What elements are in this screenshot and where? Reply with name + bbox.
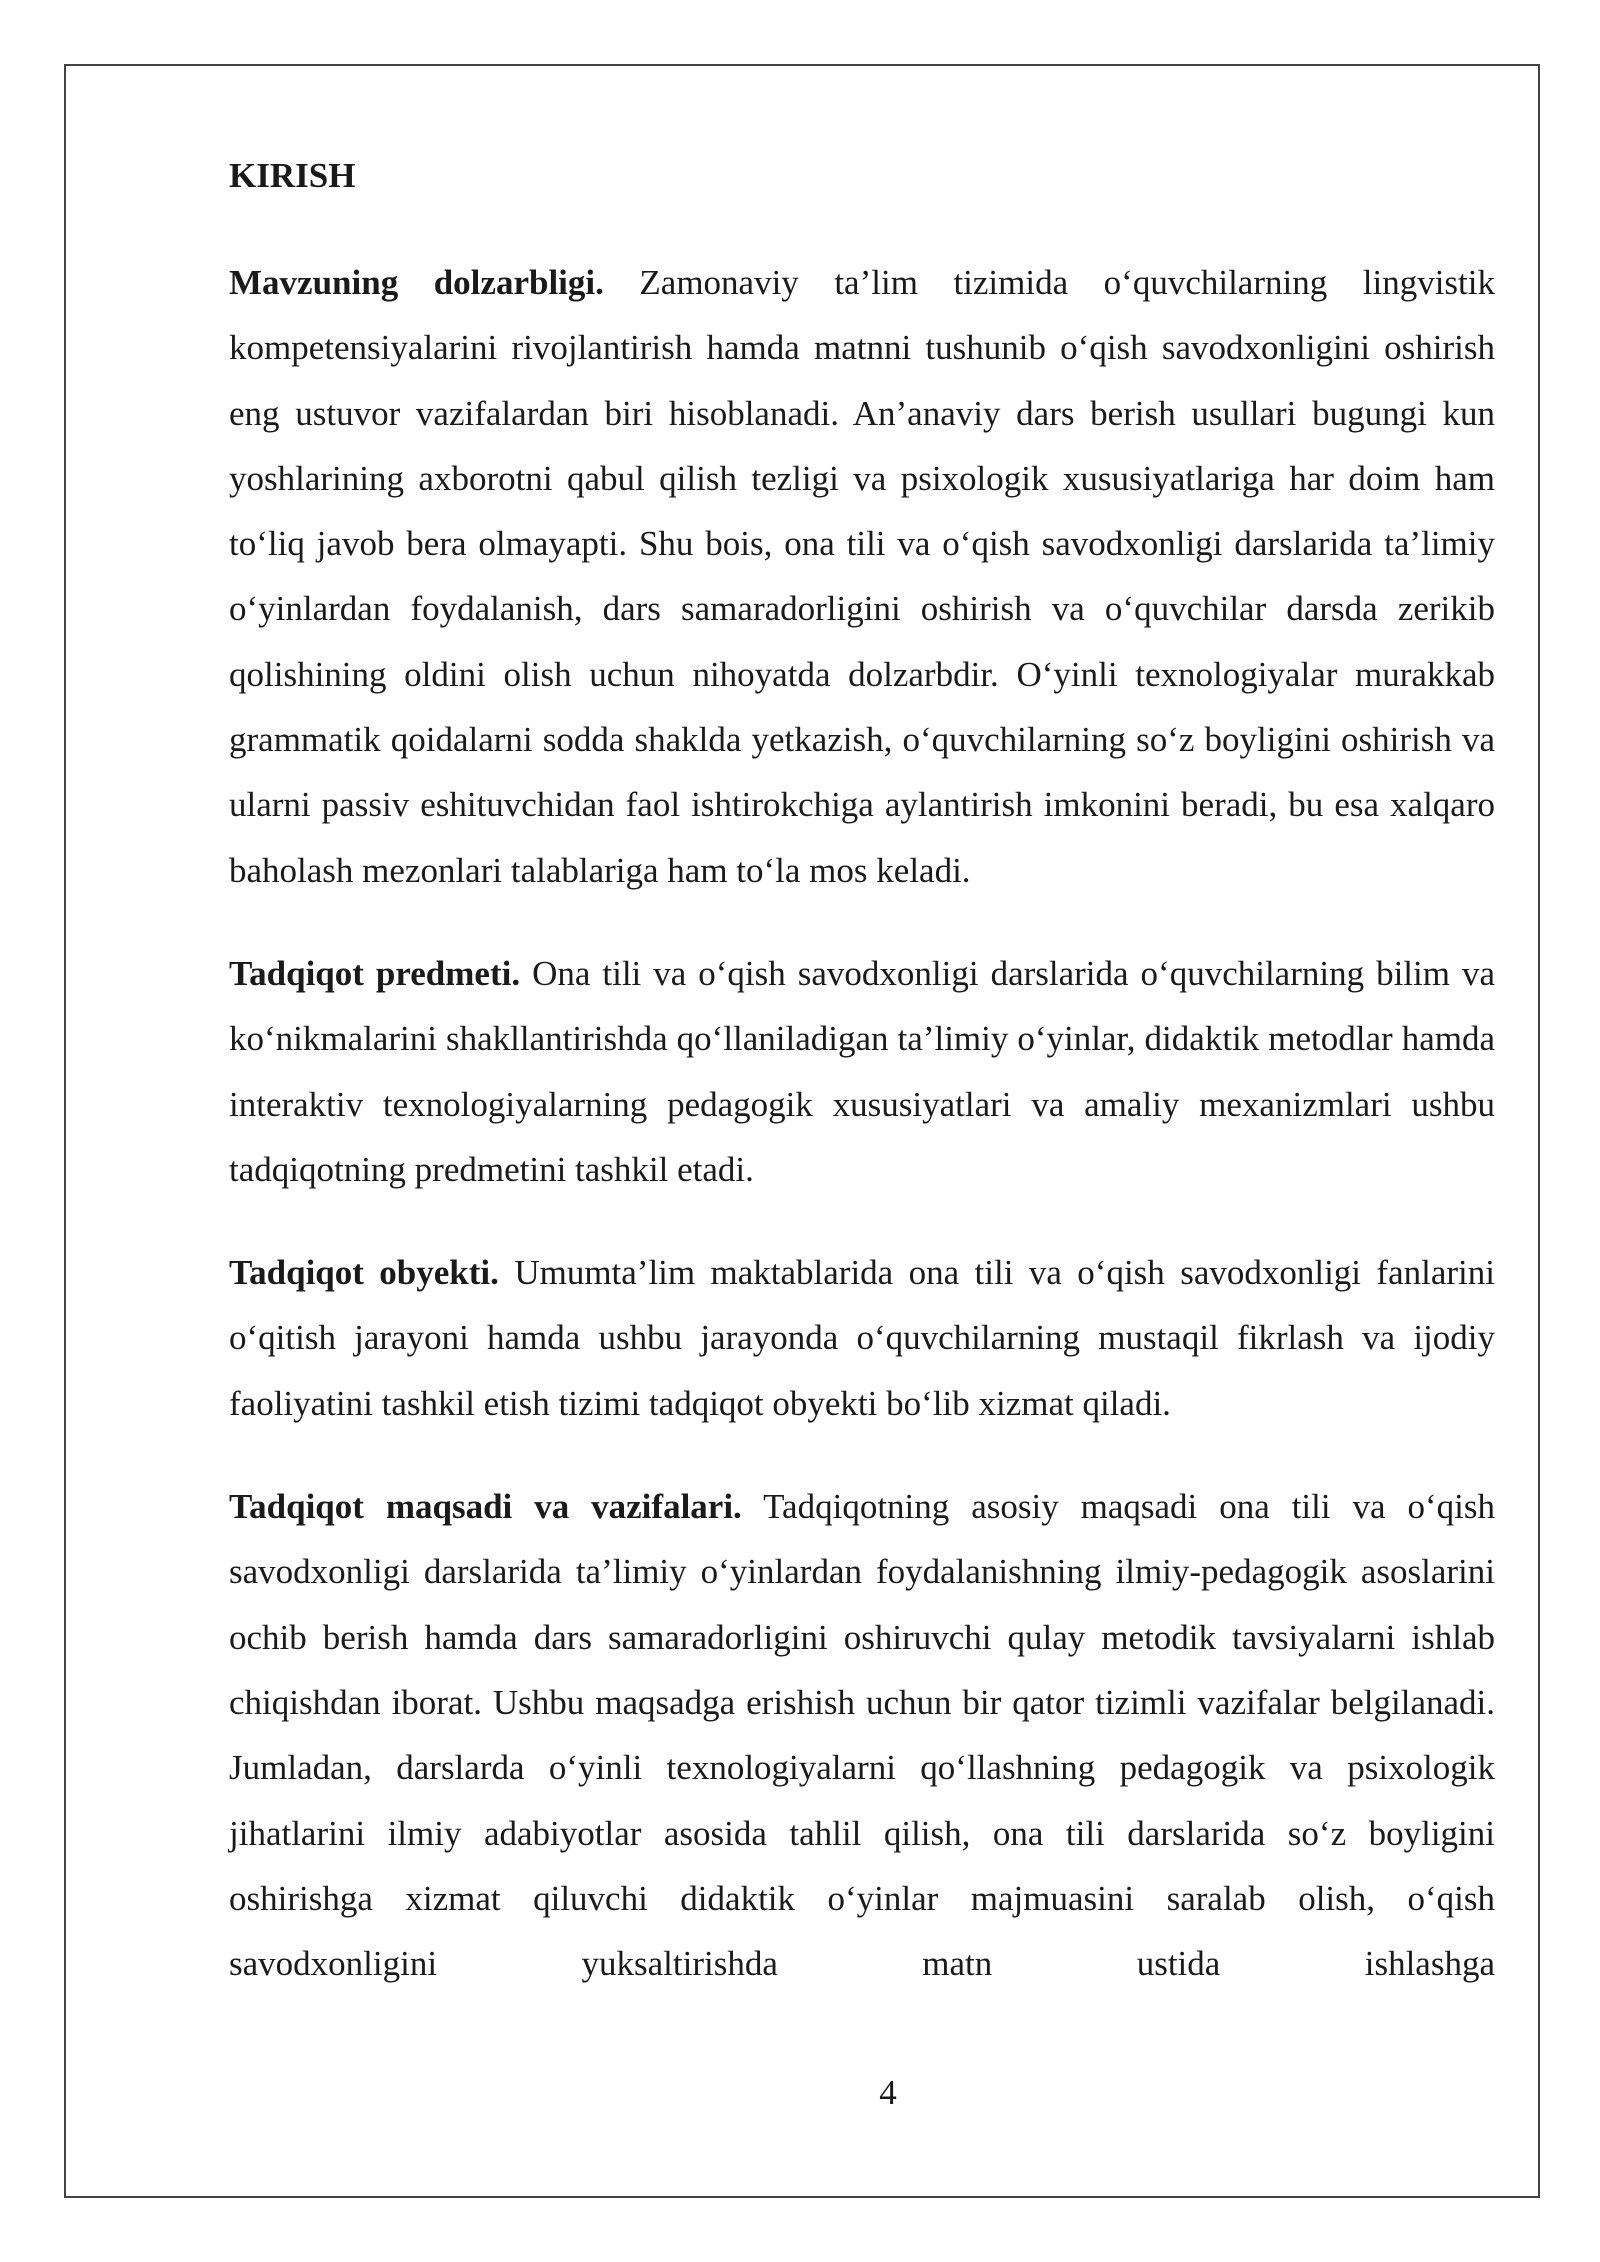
paragraph-goals	[229, 1474, 1495, 1996]
paragraph-lead: Tadqiqot predmeti.	[229, 953, 521, 993]
paragraph-text: Umumta’lim maktablarida ona tili va o‘qish savodxonligi fanlarini o‘qitish jarayoni hamda ushbu jarayonda o‘quvchilarning mustaqil fikrlash va ijodiy faoliyatini tashkil etish tizimi tadqiqot obyekti bo‘lib xizmat qiladi.	[229, 1253, 1495, 1423]
document-body	[229, 150, 1495, 1996]
paragraph-subject	[229, 941, 1495, 1202]
paragraph-text: Ona tili va o‘qish savodxonligi darslarida o‘quvchilarning bilim va ko‘nikmalarini shakllantirishda qo‘llaniladigan ta’limiy o‘yinlar, didaktik metodlar hamda interaktiv texnologiyalarning pedagogik xususiyatlari va amaliy mexanizmlari ushbu tadqiqotning predmetini tashkil etadi.	[229, 953, 1495, 1189]
section-heading: KIRISH	[229, 156, 356, 195]
paragraph-lead: Tadqiqot maqsadi va vazifalari.	[229, 1487, 742, 1527]
paragraph-relevance	[229, 250, 1495, 903]
paragraph-object	[229, 1240, 1495, 1436]
paragraph-text: Tadqiqotning asosiy maqsadi ona tili va o‘qish savodxonligi darslarida ta’limiy o‘yinlardan foydalanishning ilmiy-pedagogik asoslarini ochib berish hamda dars samaradorligini oshiruvchi qulay metodik tavsiyalarni ishlab chiqishdan iborat. Ushbu maqsadga erishish uchun bir qator tizimli vazifalar belgilanadi. Jumladan, darslarda o‘yinli texnologiyalarni qo‘llashning pedagogik va psixologik jihatlarini ilmiy adabiyotlar asosida tahlil qilish, ona tili darslarida so‘z boyligini oshirishga xizmat qiluvchi didaktik o‘yinlar majmuasini saralab olish, o‘qish savodxonligini yuksaltirishda matn ustida ishlashga	[229, 1487, 1495, 1984]
paragraph-lead: Mavzuning dolzarbligi.	[229, 263, 604, 302]
paragraph-text: Zamonaviy ta’lim tizimida o‘quvchilarning lingvistik kompetensiyalarini rivojlantirish hamda matnni tushunib o‘qish savodxonligini oshirish eng ustuvor vazifalardan biri hisoblanadi. An’anaviy dars berish usullari bugungi kun yoshlarining axborotni qabul qilish tezligi va psixologik xususiyatlariga har doim ham to‘liq javob bera olmayapti. Shu bois, ona tili va o‘qish savodxonligi darslarida ta’limiy o‘yinlardan foydalanish, dars samaradorligini oshirish va o‘quvchilar darsda zerikib qolishining oldini olish uchun nihoyatda dolzarbdir. O‘yinli texnologiyalar murakkab grammatik qoidalarni sodda shaklda yetkazish, o‘quvchilarning so‘z boyligini oshirish va ularni passiv eshituvchidan faol ishtirokchiga aylantirish imkonini beradi, bu esa xalqaro baholash mezonlari talablariga ham to‘la mos keladi.	[229, 263, 1495, 890]
paragraph-lead: Tadqiqot obyekti.	[229, 1253, 499, 1293]
page-number: 4	[879, 2073, 897, 2112]
